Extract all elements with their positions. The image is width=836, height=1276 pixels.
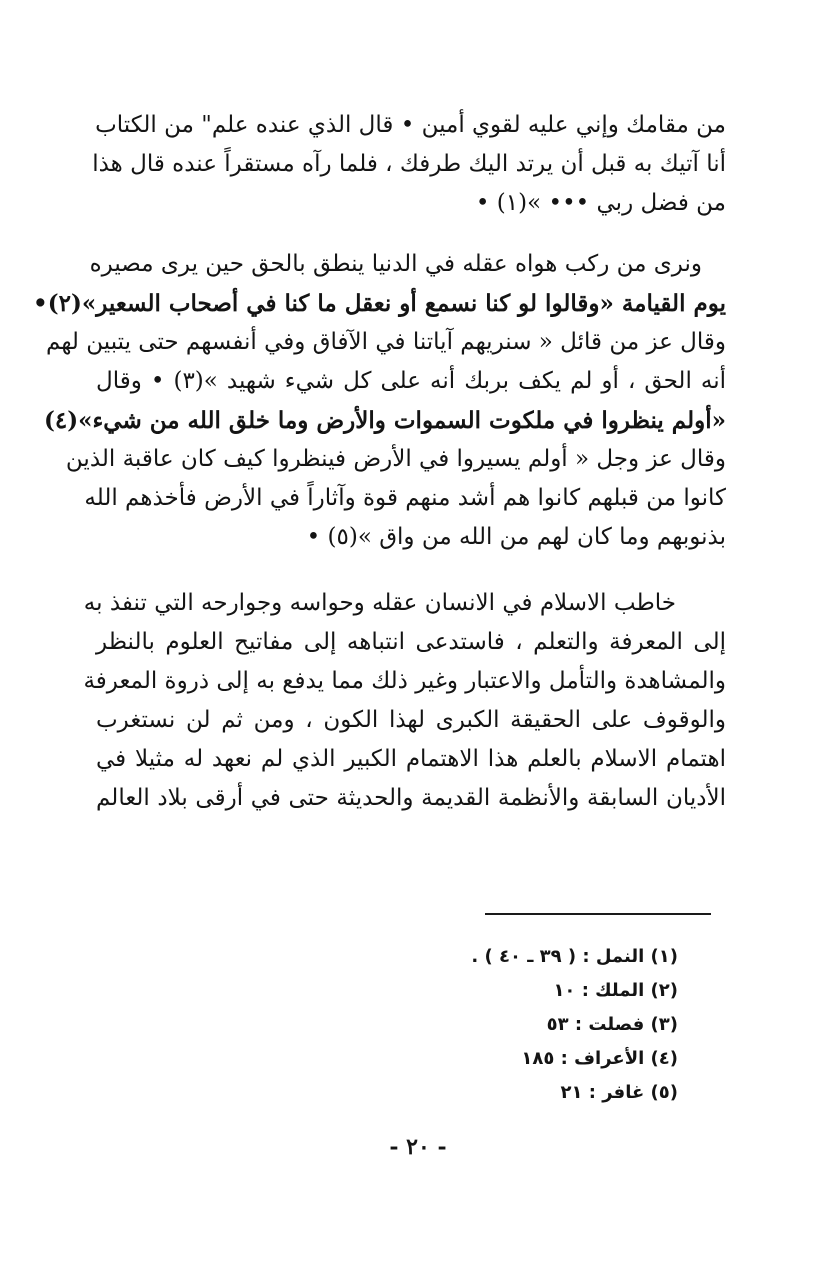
text-line: أنه الحق ، أو لم يكف بربك أنه على كل شيء شهيد »(٣) • وقال [96, 368, 726, 394]
text-line: بذنوبهم وما كان لهم من الله من واق »(٥) • [306, 524, 726, 550]
text-line: والوقوف على الحقيقة الكبرى لهذا الكون ، ومن ثم لن نستغرب [96, 707, 726, 733]
text-line: الأديان السابقة والأنظمة القديمة والحديثة حتى في أرقى بلاد العالم [96, 785, 726, 811]
paragraph-3 [83, 584, 726, 818]
page-number: - ٢٠ - [389, 1134, 447, 1160]
text-line: أنا آتيك به قبل أن يرتد اليك طرفك ، فلما رآه مستقراً عنده قال هذا [92, 151, 726, 177]
footnote-5: (٥) غافر : ٢١ [560, 1082, 678, 1103]
footnote-1: (١) النمل : ( ٣٩ ـ ٤٠ ) . [471, 946, 678, 967]
text-line: إلى المعرفة والتعلم ، فاستدعى انتباهه إلى مفاتيح العلوم بالنظر [96, 629, 726, 655]
footnotes [378, 940, 678, 1110]
text-line: خاطب الاسلام في الانسان عقله وحواسه وجوارحه التي تنفذ به [83, 590, 676, 616]
text-line: وقال عز من قائل « سنريهم آياتنا في الآفاق وفي أنفسهم حتى يتبين لهم [46, 329, 726, 355]
text-line: اهتمام الاسلام بالعلم هذا الاهتمام الكبير الذي لم نعهد له مثيلا في [96, 746, 726, 772]
paragraph-2 [33, 245, 726, 557]
footnote-4: (٤) الأعراف : ١٨٥ [521, 1048, 678, 1069]
text-line: من فضل ربي ••• »(١) • [475, 190, 726, 216]
footnote-2: (٢) الملك : ١٠ [553, 980, 678, 1001]
text-line: وقال عز وجل « أولم يسيروا في الأرض فينظروا كيف كان عاقبة الذين [65, 446, 726, 472]
page-body [33, 106, 726, 818]
quran-verse-line: يوم القيامة «وقالوا لو كنا نسمع أو نعقل ما كنا في أصحاب السعير»(٢)• [33, 290, 726, 317]
footnote-3: (٣) فصلت : ٥٣ [546, 1014, 678, 1035]
quran-verse-line: «أولم ينظروا في ملكوت السموات والأرض وما خلق الله من شيء»(٤) [43, 407, 726, 434]
text-line: ونرى من ركب هواه عقله في الدنيا ينطق بالحق حين يرى مصيره [89, 251, 702, 277]
text-line: من مقامك وإني عليه لقوي أمين • قال الذي عنده علم" من الكتاب [95, 112, 726, 138]
footnote-divider [485, 913, 711, 915]
paragraph-1 [92, 106, 726, 223]
text-line: والمشاهدة والتأمل والاعتبار وغير ذلك مما يدفع به إلى ذروة المعرفة [83, 668, 726, 694]
text-line: كانوا من قبلهم كانوا هم أشد منهم قوة وآثاراً في الأرض فأخذهم الله [84, 485, 726, 511]
